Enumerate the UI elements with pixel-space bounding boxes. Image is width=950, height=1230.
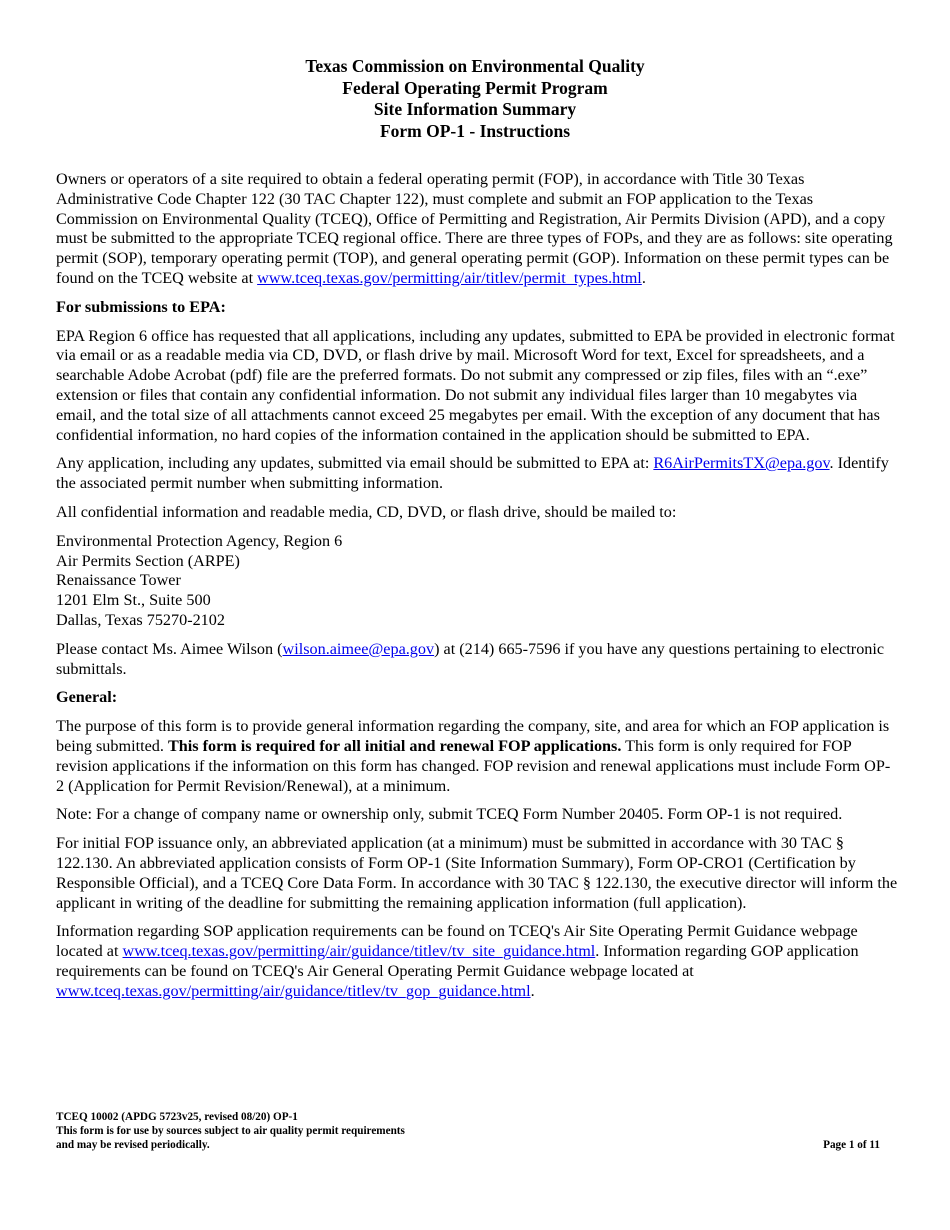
footer-revision-note: and may be revised periodically. xyxy=(56,1139,210,1151)
gop-text: . Information regarding GOP application requirements can be found on TCEQ's Air General Operating Permit Guidance webpage located at xyxy=(56,942,859,980)
footer-form-id: TCEQ 10002 (APDG 5723v25, revised 08/20) OP-1 xyxy=(56,1111,298,1123)
address-line: Air Permits Section (ARPE) xyxy=(56,551,240,570)
general-text: The purpose of this form is to provide general information regarding the company, site, and area for which an FOP application is being submitted. xyxy=(56,717,890,755)
contact-text: Please contact Ms. Aimee Wilson ( xyxy=(56,639,283,658)
general-bold-text: This form is required for all initial and renewal FOP applications. xyxy=(167,736,622,755)
gop-text-end: . xyxy=(530,981,535,1000)
general-paragraph-2: For initial FOP issuance only, an abbreviated application (at a minimum) must be submitted in accordance with 30 TAC § 122.130. An abbreviated application consists of Form OP-1 (Site Information Summary), Form OP-CRO1 (Certification by Responsible Official), and a TCEQ Core Data Form. In accordance with 30 TAC § 122.130, the executive director will inform the applicant in writing of the deadline for submitting the remaining application information (full application). xyxy=(56,834,898,912)
permit-types-link[interactable]: www.tceq.texas.gov/permitting/air/titlev/permit_types.html xyxy=(257,268,642,287)
epa-paragraph-2 xyxy=(56,454,898,494)
header-form-subtitle: Form OP-1 - Instructions xyxy=(379,120,571,141)
document-footer xyxy=(56,1110,886,1152)
address-line: 1201 Elm St., Suite 500 xyxy=(56,591,211,610)
epa-email-text: Any application, including any updates, submitted via email should be submitted to EPA at: xyxy=(56,454,654,473)
epa-heading: For submissions to EPA: xyxy=(56,297,226,316)
epa-email-end: . Identify the associated permit number when submitting information. xyxy=(56,454,889,493)
epa-contact-paragraph xyxy=(56,640,898,680)
header-form-title: Site Information Summary xyxy=(373,99,577,119)
general-text-end: This form is only required for FOP revision applications if the information on this form has changed. FOP revision and renewal applications must include Form OP-2 (Application for Permit Revision/Renewal), at a minimum. xyxy=(56,736,891,795)
header-program: Federal Operating Permit Program xyxy=(342,77,608,98)
sop-guidance-link[interactable]: www.tceq.texas.gov/permitting/air/guidance/titlev/tv_site_guidance.html xyxy=(122,942,596,961)
address-line: Environmental Protection Agency, Region 6 xyxy=(56,531,343,550)
epa-paragraph-1: EPA Region 6 office has requested that all applications, including any updates, submitted to EPA be provided in electronic format via email or as a readable media via CD, DVD, or flash drive by mail. Microsoft Word for text, Excel for spreadsheets, and a searchable Adobe Acrobat (pdf) file are the preferred formats. Do not submit any compressed or zip files, files with an “.exe” extension or files that contain any confidential information. Do not submit any individual files larger than 10 megabytes via email, and the total size of all attachments cannot exceed 25 megabytes per email. With the exception of any document that has confidential information, no hard copies of the information contained in the application should be submitted to EPA. xyxy=(56,326,895,444)
header-agency: Texas Commission on Environmental Quality xyxy=(305,56,645,76)
epa-email-link[interactable]: R6AirPermitsTX@epa.gov xyxy=(653,454,830,473)
address-line: Dallas, Texas 75270-2102 xyxy=(56,610,225,629)
address-line: Renaissance Tower xyxy=(56,571,181,590)
general-note: Note: For a change of company name or ownership only, submit TCEQ Form Number 20405. Form OP-1 is not required. xyxy=(56,805,843,824)
intro-text: Owners or operators of a site required to obtain a federal operating permit (FOP), in accordance with Title 30 Texas Administrative Code Chapter 122 (30 TAC Chapter 122), must complete and submit an FOP application to the Texas Commission on Environmental Quality (TCEQ), Office of Permitting and Registration, Air Permits Division (APD), and a copy must be submitted to the appropriate TCEQ regional office. There are three types of FOPs, and they are as follows: site operating permit (SOP), temporary operating permit (TOP), and general operating permit (GOP). Information on these permit types can be found on the TCEQ website at xyxy=(56,170,893,287)
general-paragraph-3 xyxy=(56,922,898,1001)
document-header xyxy=(0,56,950,142)
document-body xyxy=(56,170,898,1010)
sop-text: Information regarding SOP application requirements can be found on TCEQ's Air Site Operating Permit Guidance webpage located at xyxy=(56,922,858,961)
contact-email-link[interactable]: wilson.aimee@epa.gov xyxy=(282,639,435,658)
gop-guidance-link[interactable]: www.tceq.texas.gov/permitting/air/guidance/titlev/tv_gop_guidance.html xyxy=(56,981,531,1000)
page-number: Page 1 of 11 xyxy=(823,1139,880,1151)
general-paragraph-1 xyxy=(56,717,898,796)
contact-end: ) at (214) 665-7596 if you have any questions pertaining to electronic submittals. xyxy=(56,639,885,678)
epa-paragraph-3: All confidential information and readable media, CD, DVD, or flash drive, should be mailed to: xyxy=(56,502,677,521)
intro-paragraph xyxy=(56,170,898,289)
footer-usage-note: This form is for use by sources subject to air quality permit requirements xyxy=(56,1125,405,1137)
epa-mailing-address xyxy=(56,532,898,631)
intro-end: . xyxy=(641,268,646,287)
general-heading: General: xyxy=(56,688,118,707)
